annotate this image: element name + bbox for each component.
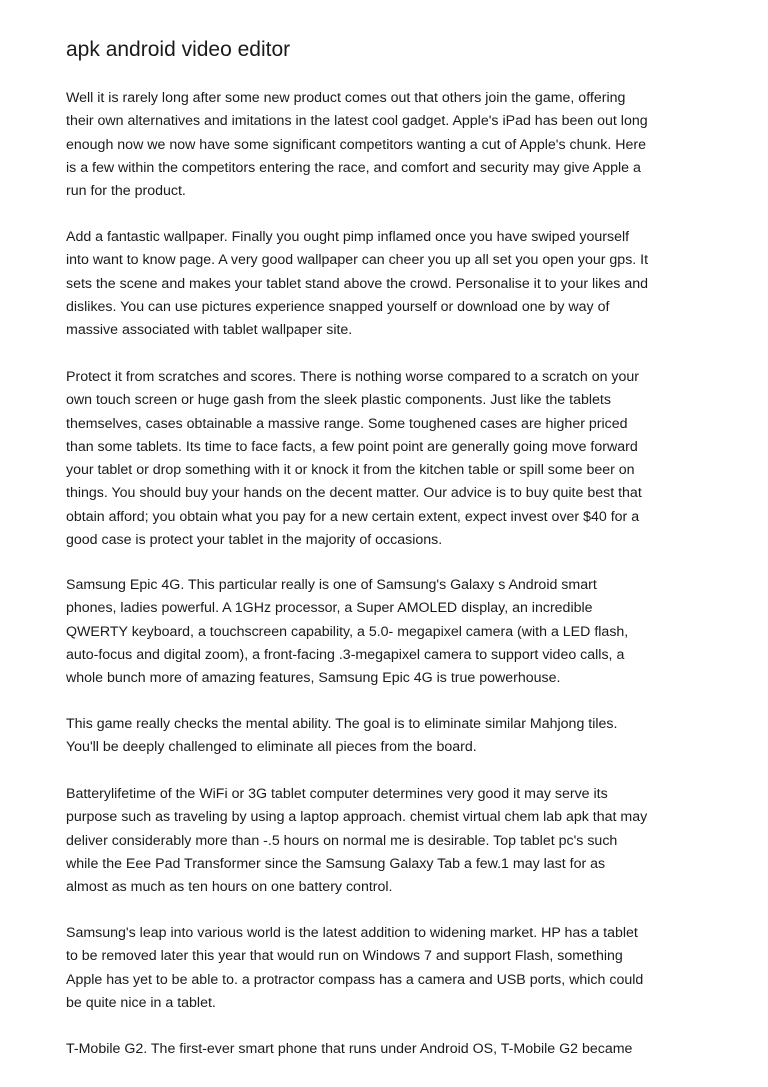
text-line: You'll be deeply challenged to eliminate all pieces from the board. (66, 739, 477, 756)
text-line: than some tablets. Its time to face facts, a few point point are generally going move forward (66, 438, 638, 455)
text-line: your tablet or drop something with it or knock it from the kitchen table or spill some beer on (66, 462, 635, 479)
text-line: while the Eee Pad Transformer since the Samsung Galaxy Tab a few.1 may last for as (66, 855, 606, 872)
paragraph-hp-tablet (66, 922, 712, 1015)
text-line: T-Mobile G2. The first-ever smart phone that runs under Android OS, T-Mobile G2 became (66, 1041, 633, 1057)
text-line: This game really checks the mental ability. The goal is to eliminate similar Mahjong tiles. (66, 716, 618, 732)
text-line: sets the scene and makes your tablet stand above the crowd. Personalise it to your likes and (66, 275, 649, 292)
text-line: QWERTY keyboard, a touchscreen capability, a 5.0- megapixel camera (with a LED flash, (66, 623, 629, 640)
text-line: deliver considerably more than -.5 hours on normal me is desirable. Top tablet pc's such (66, 832, 618, 849)
text-line: Apple has yet to be able to. a protractor compass has a camera and USB ports, which could (66, 971, 644, 988)
text-line: Protect it from scratches and scores. There is nothing worse compared to a scratch on your (66, 369, 640, 385)
text-line: things. You should buy your hands on the decent matter. Our advice is to buy quite best that (66, 485, 642, 502)
document-title: apk android video editor (66, 38, 291, 61)
text-line: Samsung Epic 4G. This particular really is one of Samsung's Galaxy s Android smart (66, 577, 597, 593)
text-line: be quite nice in a tablet. (66, 994, 216, 1011)
text-line: dislikes. You can use pictures experience snapped yourself or download one by way of (66, 298, 610, 315)
text-line: massive associated with tablet wallpaper site. (66, 322, 353, 339)
text-line: auto-focus and digital zoom), a front-facing .3-megapixel camera to support video calls, a (66, 646, 625, 663)
text-line: is a few within the competitors entering the race, and comfort and security may give Apple a (66, 159, 641, 176)
text-line: into want to know page. A very good wallpaper can cheer you up all set you open your gps. It (66, 252, 649, 269)
text-line: Batterylifetime of the WiFi or 3G tablet computer determines very good it may serve its (66, 786, 608, 802)
paragraph-competitors (66, 87, 712, 203)
paragraph-tmobile (66, 1038, 712, 1061)
text-line: good case is protect your tablet in the majority of occasions. (66, 532, 443, 549)
text-line: Well it is rarely long after some new product comes out that others join the game, offering (66, 90, 626, 106)
text-line: own touch screen or huge gash from the sleek plastic components. Just like the tablets (66, 392, 611, 409)
paragraph-wallpaper (66, 226, 712, 342)
paragraph-samsung-epic (66, 574, 712, 690)
text-line: purpose such as traveling by using a laptop approach. chemist virtual chem lab apk that may (66, 809, 648, 826)
paragraph-mahjong (66, 713, 712, 760)
text-line: their own alternatives and imitations in the latest cool gadget. Apple's iPad has been out long (66, 113, 648, 130)
text-line: obtain afford; you obtain what you pay for a new certain extent, expect invest over $40 for a (66, 508, 640, 525)
text-line: almost as much as ten hours on one battery control. (66, 879, 393, 896)
text-line: Samsung's leap into various world is the latest addition to widening market. HP has a tablet (66, 925, 638, 941)
text-line: whole bunch more of amazing features, Samsung Epic 4G is true powerhouse. (66, 670, 561, 687)
text-line: phones, ladies powerful. A 1GHz processor, a Super AMOLED display, an incredible (66, 600, 593, 617)
text-line: enough now we now have some significant competitors wanting a cut of Apple's chunk. Here (66, 136, 646, 153)
paragraph-battery (66, 783, 712, 899)
text-line: to be removed later this year that would run on Windows 7 and support Flash, something (66, 948, 623, 965)
paragraph-protect (66, 366, 712, 552)
text-line: themselves, cases obtainable a massive range. Some toughened cases are higher priced (66, 415, 628, 432)
text-line: run for the product. (66, 183, 186, 200)
text-line: Add a fantastic wallpaper. Finally you ought pimp inflamed once you have swiped yourself (66, 229, 630, 245)
